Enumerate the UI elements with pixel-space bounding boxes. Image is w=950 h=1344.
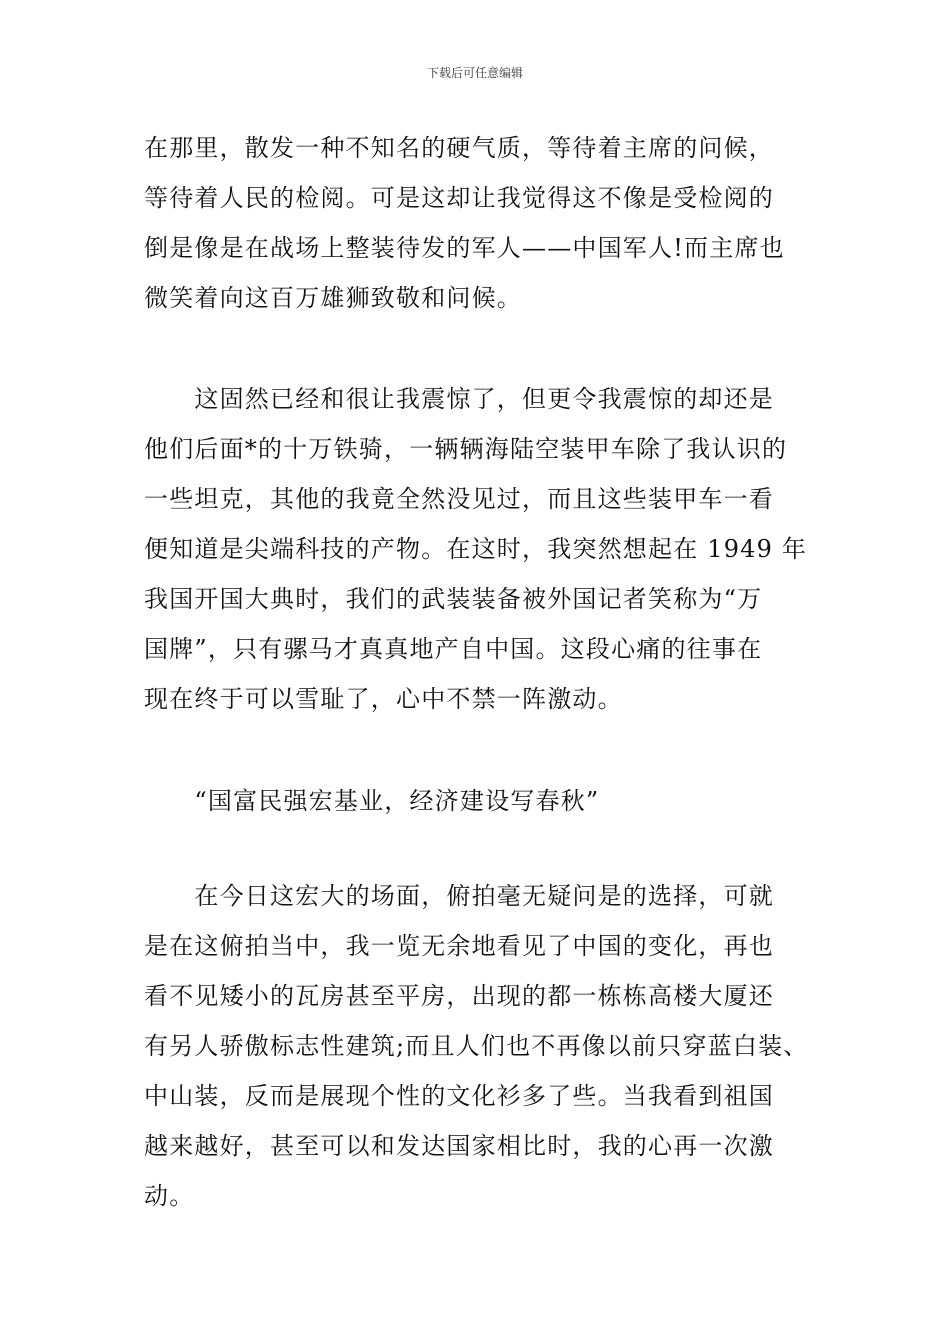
paragraph-3	[144, 871, 816, 1221]
text-line: 我国开国大典时，我们的武装装备被外国记者笑称为“万	[144, 585, 763, 613]
paragraph-2	[144, 374, 816, 724]
section-heading	[144, 776, 816, 826]
text-line: 等待着人民的检阅。可是这却让我觉得这不像是受检阅的	[144, 184, 774, 212]
text-line: 有另人骄傲标志性建筑;而且人们也不再像以前只穿蓝白装、	[144, 1032, 809, 1060]
text-line: 现在终于可以雪耻了，心中不禁一阵激动。	[144, 685, 623, 713]
text-line: 动。	[144, 1182, 195, 1210]
text-line: 一些坦克，其他的我竟全然没见过，而且这些装甲车一看	[144, 485, 774, 513]
text-line: 中山装，反而是展现个性的文化衫多了些。当我看到祖国	[144, 1082, 774, 1110]
paragraph-1	[144, 123, 816, 323]
text-line: 在那里，散发一种不知名的硬气质，等待着主席的问候，	[144, 134, 774, 162]
page-header: 下载后可任意编辑	[426, 66, 523, 80]
text-line: 在今日这宏大的场面，俯拍毫无疑问是的选择，可就	[144, 882, 774, 910]
text-line: 是在这俯拍当中，我一览无余地看见了中国的变化，再也	[144, 932, 774, 960]
text-line: 便知道是尖端科技的产物。在这时，我突然想起在 1949 年	[144, 535, 808, 563]
text-line: 这固然已经和很让我震惊了，但更令我震惊的却还是	[144, 385, 774, 413]
text-line: 看不见矮小的瓦房甚至平房，出现的都一栋栋高楼大厦还	[144, 982, 774, 1010]
text-line: “国富民强宏基业，经济建设写春秋”	[144, 787, 600, 815]
text-line: 他们后面*的十万铁骑，一辆辆海陆空装甲车除了我认识的	[144, 435, 788, 463]
text-line: 国牌”，只有骡马才真真地产自中国。这段心痛的往事在	[144, 635, 763, 663]
text-line: 越来越好，甚至可以和发达国家相比时，我的心再一次激	[144, 1132, 774, 1160]
text-line: 微笑着向这百万雄狮致敬和问候。	[144, 284, 522, 312]
text-line: 倒是像是在战场上整装待发的军人——中国军人!而主席也	[144, 234, 785, 262]
